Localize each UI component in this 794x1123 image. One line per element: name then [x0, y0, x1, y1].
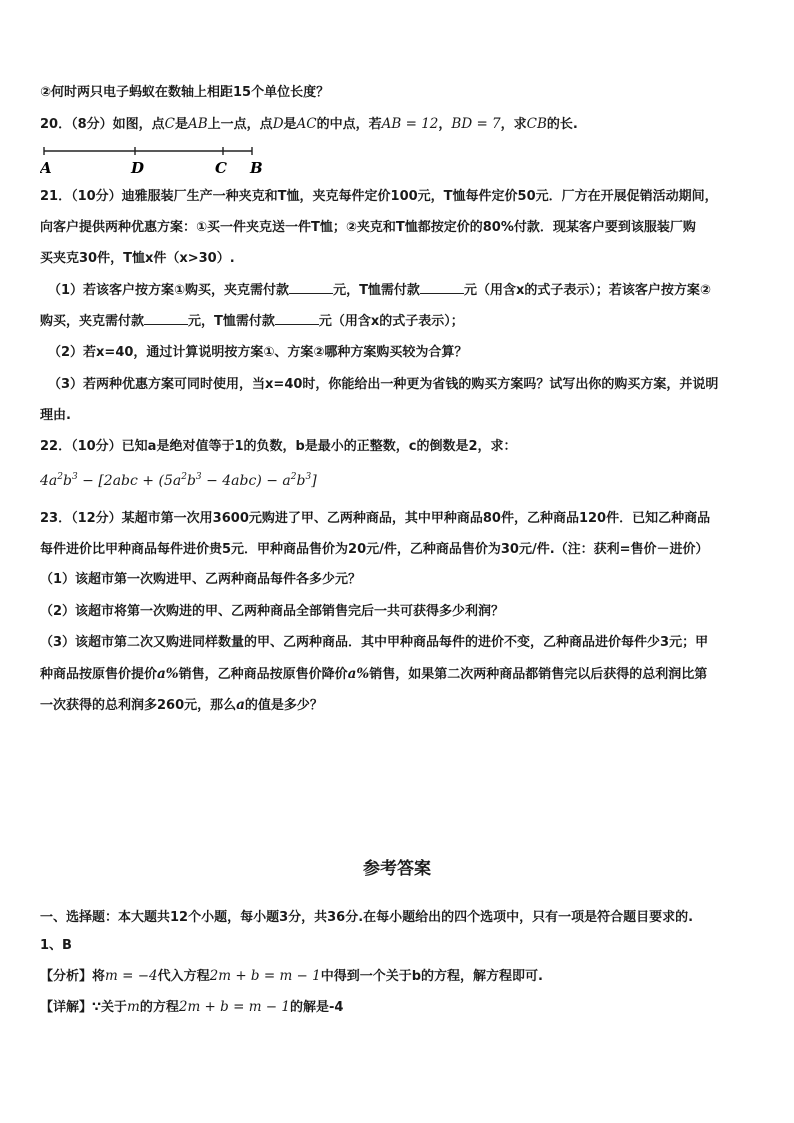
point-c: C [164, 116, 175, 132]
detail-line [40, 998, 343, 1017]
q20-text: 是 [174, 117, 188, 132]
expr-part: b [63, 473, 72, 489]
analysis-text: 【分析】将 [40, 969, 106, 984]
expr-part: ] [311, 473, 317, 489]
answer-blank [144, 312, 188, 325]
line-segment-figure [40, 144, 280, 178]
detail-text: 【详解】∵关于 [40, 1000, 128, 1015]
expr-exponent: 2 [290, 472, 297, 482]
q22-expression [40, 471, 317, 491]
variable-a: a [236, 697, 245, 713]
q23-part3-line1: （3）该超市第二次又购进同样数量的甲、乙两种商品．其中甲种商品每件的进价不变，乙种商品进价每件少3元；甲 [40, 635, 709, 650]
q20-prefix: 20．（8分）如图，点 [40, 117, 165, 132]
answer-blank [275, 312, 319, 325]
q20-line [40, 115, 578, 134]
ab-equation: AB = 12 [381, 116, 439, 132]
q23-text: 销售，如果第二次两种商品都销售完以后获得的总利润比第 [369, 667, 708, 682]
detail-text: 的方程 [139, 1000, 179, 1015]
q21-part3-line1: （3）若两种优惠方案可同时使用，当x=40时，你能给出一种更为省钱的购买方案吗？试写出你的购买方案，并说明 [48, 377, 719, 392]
expr-exponent: 3 [71, 472, 78, 482]
q21-part1-text: 元（用含x的式子表示）； [318, 314, 464, 329]
q20-text: 是 [283, 117, 297, 132]
q23-text: 销售，乙种商品按原售价降价 [178, 667, 348, 682]
expr-exponent: 3 [195, 472, 202, 482]
q20-text: 的中点，若 [316, 117, 382, 132]
expr-part: b [296, 473, 306, 489]
answers-heading: 参考答案 [363, 859, 431, 879]
q20-text: 上一点，点 [207, 117, 273, 132]
expr-part: − [2abc + (5a [77, 473, 182, 489]
q23-part3-line2 [40, 665, 707, 684]
bd-equation: BD = 7 [451, 116, 501, 132]
point-d: D [272, 116, 284, 132]
equation: 2m + b = m − 1 [209, 968, 321, 984]
q23-line1: 23．（12分）某超市第一次用3600元购进了甲、乙两种商品，其中甲种商品80件，乙种商品120件．已知乙种商品 [40, 511, 711, 526]
m-variable: m [127, 999, 140, 1015]
equation: 2m + b = m − 1 [178, 999, 290, 1015]
q23-part1: （1）该超市第一次购进甲、乙两种商品每件各多少元？ [40, 572, 362, 587]
q21-line3: 买夹克30件，T恤x件（x>30）. [40, 251, 235, 266]
q21-part1-text: （1）若该客户按方案①购买，夹克需付款 [48, 283, 290, 298]
q21-part1-line2 [40, 312, 464, 331]
q21-line1: 21．（10分）迪雅服装厂生产一种夹克和T恤，夹克每件定价100元，T恤每件定价50元．厂方在开展促销活动期间， [40, 189, 718, 204]
q20-text: ， [438, 117, 452, 132]
section1-intro: 一、选择题：本大题共12个小题，每小题3分，共36分.在每小题给出的四个选项中，只有一项是符合题目要求的. [40, 910, 694, 925]
q20-text: ，求 [500, 117, 527, 132]
segment-ac: AC [296, 116, 317, 132]
a-percent: a% [157, 666, 179, 682]
answer-1: 1、B [40, 938, 72, 953]
q23-part3-line3 [40, 696, 323, 715]
answer-blank [289, 281, 333, 294]
q21-part1-text: 元，T恤需付款 [333, 283, 420, 298]
segment-ab: AB [188, 116, 208, 132]
expr-exponent: 3 [305, 472, 312, 482]
expr-exponent: 2 [181, 472, 187, 482]
q21-part1-text: 元（用含x的式子表示）；若该客户按方案② [463, 283, 711, 298]
q21-line2: 向客户提供两种优惠方案：①买一件夹克送一件T恤；②夹克和T恤都按定价的80%付款．现某客户要到该服装厂购 [40, 220, 696, 235]
segment-cb: CB [526, 116, 547, 132]
expr-part: 4a [40, 473, 58, 489]
label-d: D [131, 159, 145, 177]
q23-text: 的值是多少？ [244, 698, 323, 713]
a-percent: a% [347, 666, 370, 682]
q21-part1-line1 [48, 281, 711, 300]
label-b: B [250, 159, 263, 177]
label-c: C [215, 159, 227, 177]
expr-part: − 4abc) − a [201, 473, 291, 489]
m-value: m = −4 [105, 968, 158, 984]
analysis-text: 中得到一个关于b的方程，解方程即可. [320, 969, 543, 984]
analysis-line [40, 967, 543, 986]
q22-line: 22．（10分）已知a是绝对值等于1的负数，b是最小的正整数，c的倒数是2，求： [40, 439, 517, 454]
q19-part2-line: ②何时两只电子蚂蚁在数轴上相距15个单位长度？ [40, 85, 330, 100]
q23-part2: （2）该超市将第一次购进的甲、乙两种商品全部销售完后一共可获得多少利润？ [40, 604, 505, 619]
q20-text: 的长. [546, 117, 578, 132]
q21-part2: （2）若x=40，通过计算说明按方案①、方案②哪种方案购买较为合算？ [48, 345, 468, 360]
q23-text: 一次获得的总利润多260元，那么 [40, 698, 237, 713]
analysis-text: 代入方程 [157, 969, 210, 984]
answer-blank [420, 281, 464, 294]
expr-part: b [186, 473, 196, 489]
label-a: A [40, 159, 52, 177]
expr-exponent: 2 [57, 472, 63, 482]
q21-part1-text: 元，T恤需付款 [188, 314, 275, 329]
q21-part1-text: 购买，夹克需付款 [40, 314, 145, 329]
q23-text: 种商品按原售价提价 [40, 667, 158, 682]
q21-part3-line2: 理由. [40, 408, 71, 423]
q23-line2: 每件进价比甲种商品每件进价贵5元．甲种商品售价为20元/件，乙种商品售价为30元/件.（注：获利=售价－进价） [40, 542, 709, 557]
detail-text: 的解是-4 [289, 1000, 344, 1015]
